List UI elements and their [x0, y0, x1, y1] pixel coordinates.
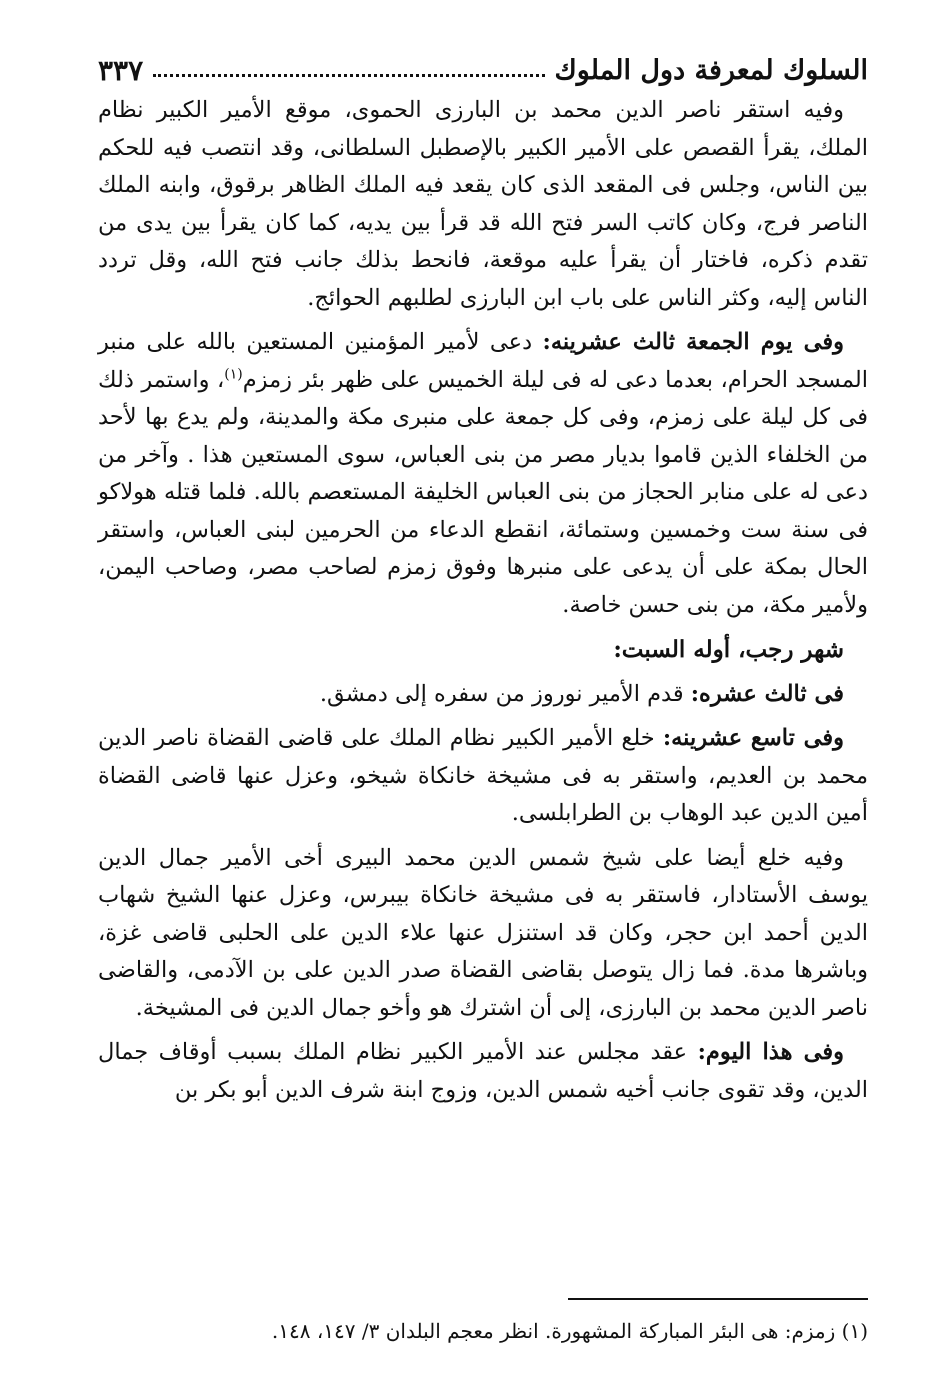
- entry-text: وفيه خلع أيضا على شيخ شمس الدين محمد البيرى أخى الأمير جمال الدين يوسف الأستادار، فاستقر به فى مشيخة خانكاة بيبرس، وعزل عنها الشيخ شهاب الدين أحمد ابن حجر، وكان قد استنزل عنها علاء الدين على الحلبى قاضى غزة، وباشرها مدة. فما زال يتوصل بقاضى القضاة صدر الدين على بن الآدمى، والقاضى ناصر الدين محمد بن البارزى، إلى أن اشترك هو وأخو جمال الدين فى المشيخة.: [98, 844, 868, 1021]
- entry-2: [98, 720, 868, 833]
- book-title: السلوك لمعرفة دول الملوك: [554, 54, 868, 86]
- month-heading: شهر رجب، أوله السبت:: [613, 636, 844, 663]
- footnote: (١) زمزم: هى البئر المباركة المشهورة. انظر معجم البلدان ٣/ ١٤٧، ١٤٨.: [271, 1319, 868, 1343]
- main-text: [98, 92, 868, 1109]
- footnote-separator: [568, 1298, 868, 1300]
- header-dot-leader: [153, 64, 544, 77]
- entry-4: [98, 1034, 868, 1109]
- page-number: ٣٣٧: [98, 53, 144, 87]
- paragraph-lead: وفى يوم الجمعة ثالث عشرينه:: [542, 329, 844, 355]
- entry-lead: وفى تاسع عشرينه:: [662, 725, 845, 751]
- paragraph-text: وفيه استقر ناصر الدين محمد بن البارزى الحموى، موقع الأمير الكبير نظام الملك، يقرأ القصص على الأمير الكبير بالإصطبل السلطانى، وقد انتصب فيه للحكم بين الناس، وجلس فى المقعد الذى كان يقعد فيه الملك الظاهر برقوق، وابنه الملك الناصر فرج، وكان كاتب السر فتح الله قد قرأ بين يديه، كما كان يقرأ بين يدى من تقدم ذكره، فاختار أن يقرأ عليه موقعة، فانحط بذلك جانب فتح الله، وقل تردد الناس إليه، وكثر الناس على باب ابن البارزى لطلبهم الحوائج.: [98, 97, 868, 311]
- paragraph-2: [98, 324, 868, 624]
- entry-lead: وفى هذا اليوم:: [697, 1039, 844, 1065]
- entry-1: [98, 676, 868, 714]
- running-header: [98, 48, 868, 92]
- paragraph-text-continued: ، واستمر ذلك فى كل ليلة على زمزم، وفى كل جمعة على منبرى مكة والمدينة، ولم يدع بها لأحد من الخلفاء الذين قاموا بديار مصر من بنى العباس، سوى المستعين هذا . وآخر من دعى له على منابر الحجاز من بنى العباس الخليفة المستعصم بالله. فلما قتله هولاكو فى سنة ست وخمسين وستمائة، انقطع الدعاء من الحرمين لبنى العباس، واستقر الحال بمكة على أن يدعى على منبرها وفوق زمزم لصاحب مصر، وصاحب اليمن، ولأمير مكة، من بنى حسن خاصة.: [98, 366, 868, 618]
- entry-3: [98, 840, 868, 1028]
- entry-text: خلع الأمير الكبير نظام الملك على قاضى القضاة ناصر الدين محمد بن العديم، واستقر به فى مشيخة خانكاة شيخو، وعزل عنها قاضى القضاة أمين الدين عبد الوهاب بن الطرابلسى.: [98, 725, 868, 826]
- footnote-marker: (١): [224, 366, 243, 382]
- entry-text: عقد مجلس عند الأمير الكبير نظام الملك بسبب أوقاف جمال الدين، وقد تقوى جانب أخيه شمس الدين، وزوج ابنة شرف الدين أبو بكر بن: [98, 1039, 868, 1103]
- paragraph-text: دعى لأمير المؤمنين المستعين بالله على منبر المسجد الحرام، بعدما دعى له فى ليلة الخميس على ظهر بئر زمزم: [98, 329, 868, 393]
- entry-lead: فى ثالث عشره:: [690, 680, 844, 707]
- entry-text: قدم الأمير نوروز من سفره إلى دمشق.: [319, 680, 691, 707]
- paragraph-1: [98, 92, 868, 317]
